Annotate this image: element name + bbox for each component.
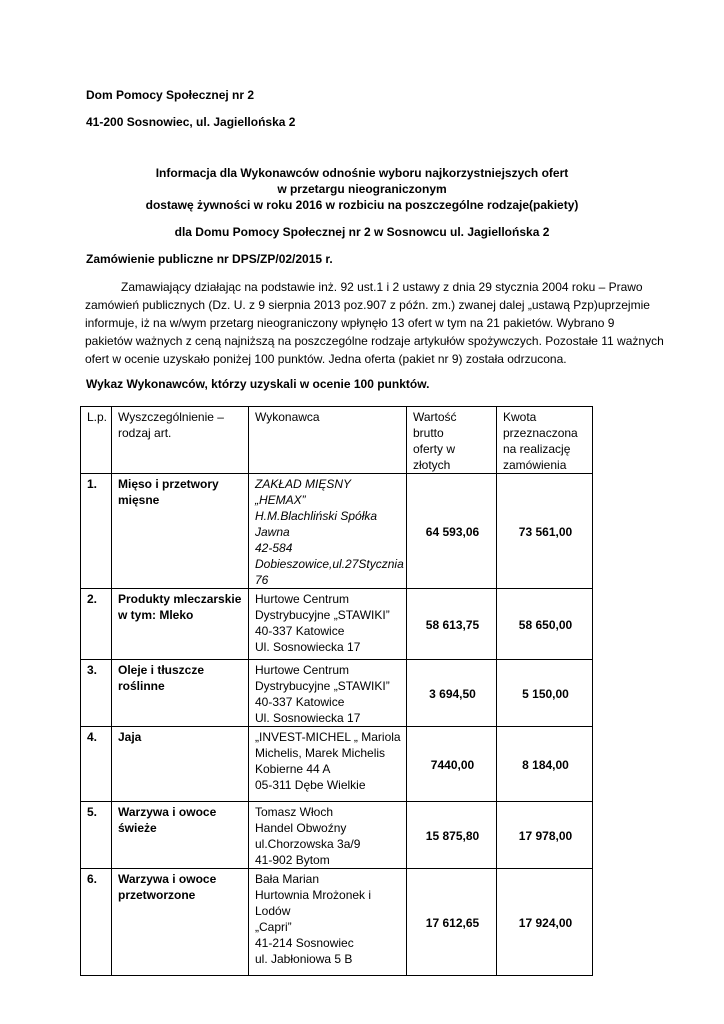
paragraph-line: pakietów ważnych z ceną najniższą na poszczególne rodzaje artykułów spożywczych. Pozostałe 11 ważnych <box>85 334 664 348</box>
header-contractor: Wykonawca <box>249 407 407 474</box>
row-value: 3 694,50 <box>407 660 497 727</box>
row-contractor <box>249 589 407 660</box>
contractor-line: 40-337 Katowice <box>255 624 345 638</box>
intro-paragraph <box>85 278 664 368</box>
row-item-line: Warzywa i owoce <box>118 805 217 819</box>
row-item-line: przetworzone <box>118 888 196 902</box>
row-item-line: Oleje i tłuszcze roślinne <box>118 663 205 693</box>
list-heading: Wykaz Wykonawców, którzy uzyskali w ocenie 100 punktów. <box>86 377 430 391</box>
contractor-line: Ul. Sosnowiecka 17 <box>255 711 361 725</box>
header-lp: L.p. <box>81 407 112 474</box>
row-amount: 5 150,00 <box>497 660 593 727</box>
header-value-line: brutto <box>413 426 444 440</box>
row-item <box>112 869 249 976</box>
title-line-4: dla Domu Pomocy Społecznej nr 2 w Sosnowcu ul. Jagiellońska 2 <box>174 225 550 239</box>
row-lp: 4. <box>81 727 112 802</box>
contractor-line: 41-214 Sosnowiec <box>255 936 354 950</box>
contractor-line: Bała Marian <box>255 872 320 886</box>
row-contractor <box>249 474 407 589</box>
table-row <box>81 869 593 976</box>
row-amount: 17 978,00 <box>497 802 593 869</box>
header-value-line: oferty w <box>413 442 456 456</box>
paragraph-line: zamówień publicznych (Dz. U. z 9 sierpnia 2013 poz.907 z późn. zm.) zwanej dalej „ustawą Pzp)uprzejmie <box>85 298 650 312</box>
row-item <box>112 660 249 727</box>
row-lp: 3. <box>81 660 112 727</box>
row-amount: 58 650,00 <box>497 589 593 660</box>
header-amount-line: Kwota <box>503 410 537 424</box>
table-row <box>81 474 593 589</box>
table-header-row <box>81 407 593 474</box>
title-line-2: w przetargu nieograniczonym <box>277 182 447 196</box>
row-value: 58 613,75 <box>407 589 497 660</box>
paragraph-line: informuje, iż na w/wym przetarg nieograniczony wpłynęło 13 ofert w tym na 21 pakietów. Wybrano 9 <box>85 316 615 330</box>
header-value-line: złotych <box>413 458 451 472</box>
table-row <box>81 802 593 869</box>
contractor-line: Hurtownia Mrożonek i Lodów <box>255 888 372 918</box>
contractor-line: Michelis, Marek Michelis <box>255 746 386 760</box>
contractor-line: 40-337 Katowice <box>255 695 345 709</box>
row-lp: 1. <box>81 474 112 589</box>
contractor-line: Dobieszowice,ul.27Stycznia <box>255 557 404 571</box>
contractor-line: Dystrybucyjne „STAWIKI” <box>255 608 390 622</box>
contractor-line: Hurtowe Centrum <box>255 663 350 677</box>
contractor-line: ul.Chorzowska 3a/9 <box>255 837 361 851</box>
contractor-line: Tomasz Włoch <box>255 805 334 819</box>
contractor-line: Ul. Sosnowiecka 17 <box>255 640 361 654</box>
contractor-line: „Capri” <box>255 920 292 934</box>
row-contractor <box>249 660 407 727</box>
row-item <box>112 474 249 589</box>
header-value-line: Wartość <box>413 410 457 424</box>
row-item-line: Jaja <box>118 730 142 744</box>
header-item-line: Wyszczególnienie – <box>118 410 224 424</box>
header-value <box>407 407 497 474</box>
row-contractor <box>249 727 407 802</box>
table-row <box>81 589 593 660</box>
contractor-line: 05-311 Dębe Wielkie <box>255 778 366 792</box>
row-item-line: mięsne <box>118 493 160 507</box>
row-item <box>112 727 249 802</box>
row-item-line: Warzywa i owoce <box>118 872 217 886</box>
org-name: Dom Pomocy Społecznej nr 2 <box>86 88 255 102</box>
table-row <box>81 660 593 727</box>
row-item-line: w tym: Mleko <box>118 608 194 622</box>
title-line-3: dostawę żywności w roku 2016 w rozbiciu na poszczególne rodzaje(pakiety) <box>145 198 579 212</box>
row-value: 15 875,80 <box>407 802 497 869</box>
contractor-line: „INVEST-MICHEL „ Mariola <box>255 730 401 744</box>
row-item-line: świeże <box>118 821 157 835</box>
row-item <box>112 802 249 869</box>
row-value: 7440,00 <box>407 727 497 802</box>
contractor-line: Handel Obwoźny <box>255 821 347 835</box>
paragraph-line: ofert w ocenie uzyskało poniżej 100 punktów. Jedna oferta (pakiet nr 9) została odrzucona. <box>85 352 567 366</box>
title-line-1: Informacja dla Wykonawców odnośnie wyboru najkorzystniejszych ofert <box>155 166 569 180</box>
order-reference: Zamówienie publiczne nr DPS/ZP/02/2015 r. <box>86 252 333 266</box>
row-item <box>112 589 249 660</box>
row-item-line: Mięso i przetwory <box>118 477 219 491</box>
header-amount-line: zamówienia <box>503 458 567 472</box>
contractor-line: 42-584 <box>255 541 293 555</box>
contractors-table <box>80 406 593 976</box>
paragraph-line: Zamawiający działając na podstawie inż. 92 ust.1 i 2 ustawy z dnia 29 stycznia 2004 roku – Prawo <box>121 280 643 294</box>
table-row <box>81 727 593 802</box>
row-amount: 8 184,00 <box>497 727 593 802</box>
row-value: 64 593,06 <box>407 474 497 589</box>
contractor-line: H.M.Blachliński Spółka Jawna <box>255 509 378 539</box>
contractor-line: 41-902 Bytom <box>255 853 330 867</box>
contractor-line: ZAKŁAD MIĘSNY <box>255 477 352 491</box>
header-amount-line: przeznaczona <box>503 426 578 440</box>
org-address: 41-200 Sosnowiec, ul. Jagiellońska 2 <box>86 115 296 129</box>
row-item-line: Produkty mleczarskie <box>118 592 242 606</box>
header-amount <box>497 407 593 474</box>
contractor-line: Hurtowe Centrum <box>255 592 350 606</box>
row-value: 17 612,65 <box>407 869 497 976</box>
contractor-line: 76 <box>255 573 269 587</box>
contractor-line: ul. Jabłoniowa 5 B <box>255 952 353 966</box>
row-contractor <box>249 869 407 976</box>
row-contractor <box>249 802 407 869</box>
row-amount: 17 924,00 <box>497 869 593 976</box>
header-amount-line: na realizację <box>503 442 571 456</box>
row-lp: 2. <box>81 589 112 660</box>
row-amount: 73 561,00 <box>497 474 593 589</box>
contractor-line: „HEMAX” <box>255 493 306 507</box>
header-item-line: rodzaj art. <box>118 426 172 440</box>
contractor-line: Dystrybucyjne „STAWIKI” <box>255 679 390 693</box>
row-lp: 6. <box>81 869 112 976</box>
row-lp: 5. <box>81 802 112 869</box>
contractor-line: Kobierne 44 A <box>255 762 331 776</box>
header-item <box>112 407 249 474</box>
